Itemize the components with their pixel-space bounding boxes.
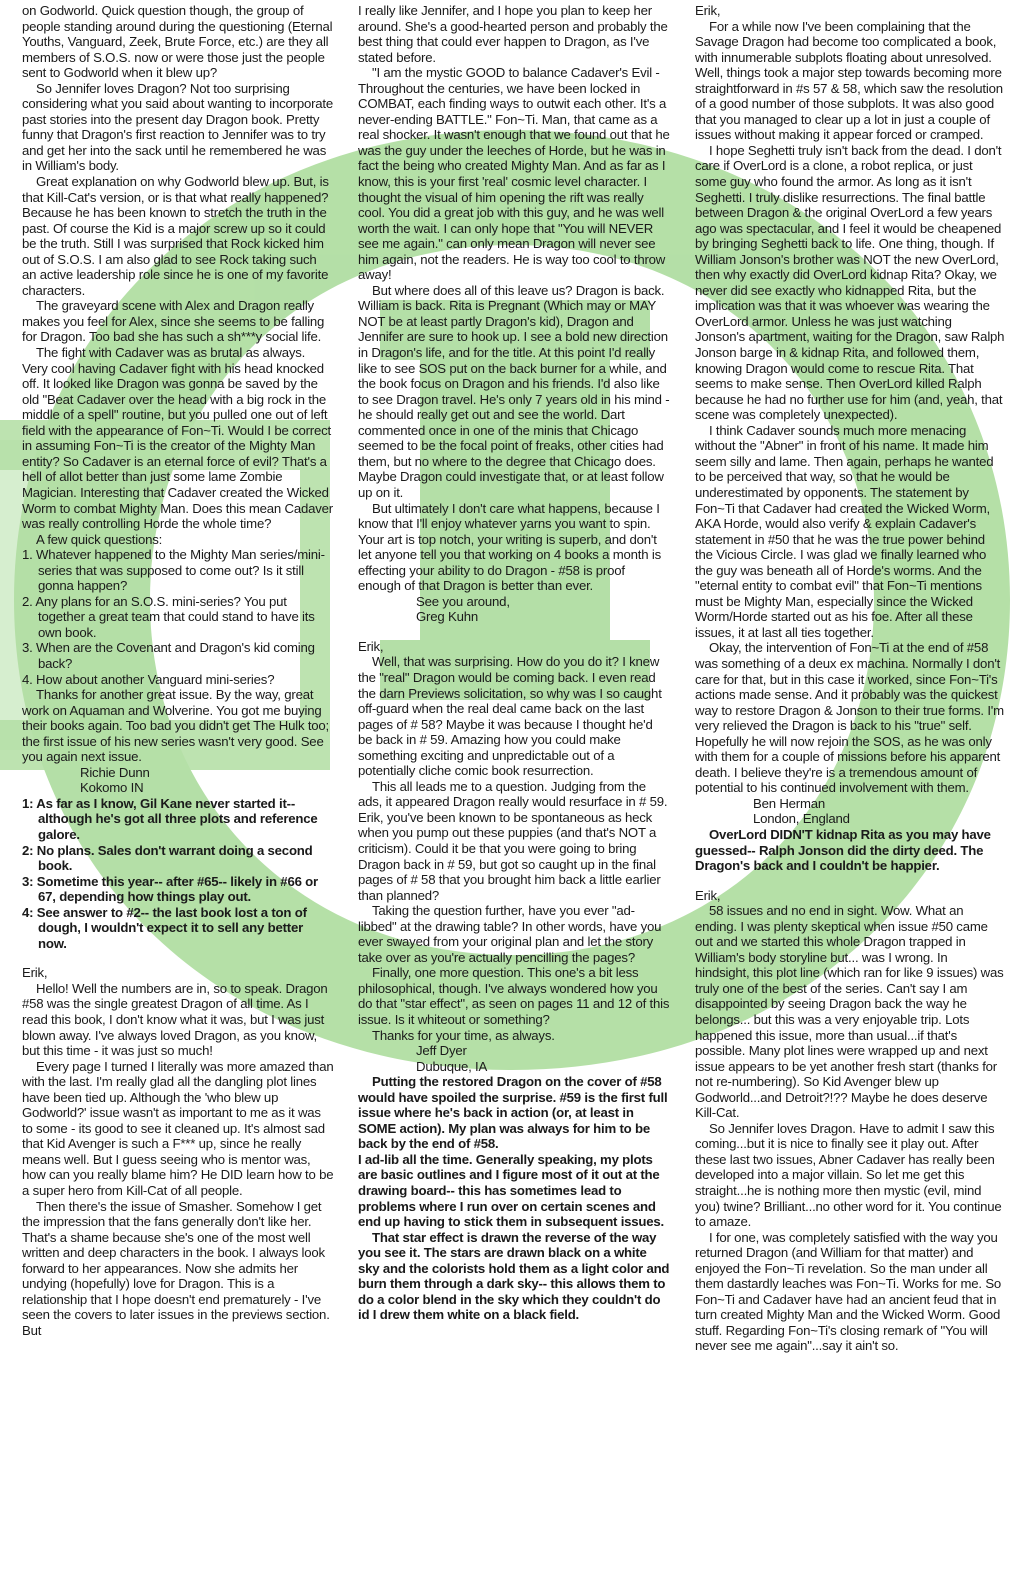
letter-salutation: Erik,	[358, 638, 384, 654]
letter-signature: Dubuque, IA	[416, 1058, 488, 1074]
paragraph: Thanks for another great issue. By the way, great work on Aquaman and Wolverine. You got me buying their books again. Too bad you didn't get The Hulk too; the first issue of his new series wasn't very good. See you again next issue.	[22, 687, 330, 765]
paragraph: on Godworld. Quick question though, the group of people standing around during the questioning (Eternal Youths, Vanguard, Zeek, Brute Force, etc.) are they all members of S.O.S. now or were those just the people sent to Godworld when it blew up?	[22, 3, 333, 81]
letter-signature: London, England	[753, 811, 850, 827]
letter-signature: Kokomo IN	[80, 780, 144, 796]
paragraph: 58 issues and no end in sight. Wow. What an ending. I was plenty skeptical when issue #50 came out and we started this whole Dragon trapped in William's body storyline but... was I wrong. In hindsight, this plot line (which ran for like 9 issues) was truly one of the best of the series. Can't say I am disappointed by seeing Dragon back the way he belongs... but this was a very enjoyable trip. Lots happened this issue, more than usual...if that's possible. Many plot lines were wrapped up and next issue appears to be yet another fresh start (thanks for not re-numbering). So Kid Avenger blew up Godworld...and Detroit?!?? Maybe he does deserve Kill-Cat.	[695, 903, 1004, 1121]
paragraph: A few quick questions:	[36, 531, 163, 547]
letter-signature: See you around,	[416, 593, 510, 609]
paragraph: I for one, was completely satisfied with the way you returned Dragon (and William for that matter) and enjoyed the Fon~Ti revelation. So the man under all them dastardly leaches was Fon~Ti. Works for me. So Fon~Ti and Cadaver have had an ancient feud that in turn created Mighty Man and the Wicked Worm. Good stuff. Regarding Fon~Ti's closing remark of "You will never see me again"...say it ain't so.	[695, 1229, 1002, 1354]
letter-signature: Jeff Dyer	[416, 1043, 467, 1059]
letter-salutation: Erik,	[22, 965, 48, 981]
paragraph: Well, that was surprising. How do you do it? I knew the "real" Dragon would be coming back. I even read the darn Previews solicitation, so why was I so caught off-guard when the real deal came back on the last pages of # 58? Maybe it was because I thought he'd be back in # 59. Amazing how you could make something exciting and unpredictable out of a potentially cliche comic book resurrection.	[358, 654, 662, 779]
letter-salutation: Erik,	[695, 887, 721, 903]
paragraph: "I am the mystic GOOD to balance Cadaver's Evil - Throughout the centuries, we have been locked in COMBAT, each finding ways to outwit each other. It's a never-ending BATTLE." Fon~Ti. Man, that came as a real shocker. It wasn't enough that we found out that he was the guy under the leeches of Horde, but he was in fact the being who created Mighty Man. And as far as I know, this is your first 'real' cosmic level character. I thought the visual of him opening the rift was really cool. You did a great job with this guy, and he was well worth the wait. I can only hope that "You will NEVER see me again." can only mean Dragon will never see him again, not the readers. He is way too cool to throw away!	[358, 65, 670, 283]
paragraph: I think Cadaver sounds much more menacing without the "Abner" in front of his name. It made him seem silly and lame. Then again, perhaps he wanted to be perceived that way, so that he would be underestimated by opponents. The statement by Fon~Ti that Cadaver had created the Wicked Worm, AKA Horde, would also verify & explain Cadaver's statement in #50 that he was the true power behind the Vicious Circle. I was glad we finally learned who the guy was beneath all of Horde's worms. And the "eternal entity to combat evil" that Fon~Ti mentions must be Mighty Man, especially since the Wicked Worm/Horde started out as his foe. After all these issues, it at last all ties together.	[695, 422, 994, 640]
paragraph: Thanks for your time, as always.	[372, 1027, 555, 1043]
editor-reply: That star effect is drawn the reverse of the way you see it. The stars are drawn black on a white sky and the colorists hold them as a light color and burn them through a dark sky-- this allows them to do a color blend in the sky which they couldn't do id I drew them white on a black field.	[358, 1229, 670, 1323]
paragraph: Taking the question further, have you ever "ad-libbed" at the drawing table? In other words, have you ever swayed from your original plan and let the story take over as you're actually pencilling the pages?	[358, 903, 662, 965]
answer-item: 4: See answer to #2-- the last book lost a ton of dough, I wouldn't expect it to sell any better now.	[22, 904, 307, 951]
letter-signature: Richie Dunn	[80, 764, 150, 780]
paragraph: This all leads me to a question. Judging from the ads, it appeared Dragon really would resurface in # 59. Erik, you've been known to be spontaneous as heck when you pump out these puppies (and that's NOT a criticism). Could it be that you were going to bring Dragon back in # 59, but got so caught up in the final pages of # 58 that you brought him back a little earlier than planned?	[358, 778, 668, 903]
paragraph: So Jennifer loves Dragon? Not too surprising considering what you said about wanting to incorporate past stories into the present day Dragon book. Pretty funny that Dragon's first reaction to Jennifer was to try and get her into the sack until he remembered he was in William's body.	[22, 80, 334, 174]
answer-item: 2: No plans. Sales don't warrant doing a second book.	[22, 842, 313, 874]
letter-signature: Ben Herman	[753, 795, 826, 811]
editor-reply: Putting the restored Dragon on the cover of #58 would have spoiled the surprise. #59 is the first full issue where he's back in action (or, at least in SOME action). My plan was always for him to be back by the end of #58.	[358, 1074, 668, 1152]
editor-reply: I ad-lib all the time. Generally speaking, my plots are basic outlines and I figure most of it out at the drawing board-- this has sometimes lead to problems where I run over on certain scenes and end up having to stick them in subsequent issues.	[358, 1151, 665, 1230]
editor-reply: OverLord DIDN'T kidnap Rita as you may have guessed-- Ralph Jonson did the dirty deed. The Dragon's back and I couldn't be happier.	[695, 826, 991, 874]
question-item: 2. Any plans for an S.O.S. mini-series? You put together a great team that could stand to have its own book.	[22, 593, 315, 640]
paragraph: Then there's the issue of Smasher. Somehow I get the impression that the fans generally don't like her. That's a shame because she's one of the most well written and deep characters in the book. I always look forward to her appearances. Now she admits her undying (hopefully) love for Dragon. This is a relationship that I hope doesn't end prematurely - I've seen the covers to later issues in the previews section. But	[22, 1198, 330, 1338]
question-item: 1. Whatever happened to the Mighty Man series/mini-series that was supposed to come out? Is it still gonna happen?	[22, 547, 325, 594]
question-item: 3. When are the Covenant and Dragon's kid coming back?	[22, 640, 315, 671]
paragraph: The graveyard scene with Alex and Dragon really makes you feel for Alex, since she seems to be falling for Dragon. Too bad she has such a sh***y social life.	[22, 298, 325, 345]
paragraph: For a while now I've been complaining that the Savage Dragon had become too complicated a book, with innumerable subplots floating about unresolved. Well, things took a major step towards becoming more straightforward in #s 57 & 58, which saw the resolution of a good number of those subplots. It was also good that you managed to clear up a lot in just a couple of issues without making it appear forced or cramped.	[695, 18, 1003, 143]
paragraph: But where does all of this leave us? Dragon is back. William is back. Rita is Pregnant (Which may or MAY NOT be at least partly Dragon's kid), Dragon and Jennifer are sure to hook up. I see a bold new direction in Dragon's life, and for the title. At this point I'd really like to see SOS put on the back burner for a while, and the book focus on Dragon and his friends. I'd also like to see Dragon travel. He's only 7 years old in his mind - he should really get out and see the world. Dart commented once in one of the minis that Chicago seemed to be the focal point of freaks, other cities had them, but no where to the degree that Chicago does. Maybe Dragon could investigate that, or at least follow up on it.	[358, 282, 670, 500]
column-2	[358, 3, 670, 1323]
answer-item: 3: Sometime this year-- after #65-- likely in #66 or 67, depending how things play out.	[22, 873, 318, 905]
paragraph: Great explanation on why Godworld blew up. But, is that Kill-Cat's version, or is that what really happened? Because he has been known to stretch the truth in the past. Of course the Kid is a major screw up so it could be the truth. Still I was surprised that Rock kicked him out of S.O.S. I am also glad to see Rock taking such an active leadership role since he is one of my favorite characters.	[22, 174, 329, 298]
paragraph: I really like Jennifer, and I hope you plan to keep her around. She's a good-hearted person and probably the best thing that could ever happen to Dragon, as I've stated before.	[358, 3, 668, 65]
paragraph: Finally, one more question. This one's a bit less philosophical, though. I've always wondered how you do that "star effect", as seen on pages 11 and 12 of this issue. Is it whiteout or something?	[358, 965, 670, 1027]
answer-item: 1: As far as I know, Gil Kane never started it-- although he's got all three plots and reference galore.	[22, 795, 318, 842]
column-1	[22, 3, 334, 1338]
letter-signature: Greg Kuhn	[416, 609, 478, 625]
paragraph: Okay, the intervention of Fon~Ti at the end of #58 was something of a deux ex machina. Normally I don't care for that, but in this case it worked, since Fon~Ti's actions made sense. And it probably was the quickest way to restore Dragon & Jonson to their true forms. I'm very relieved the Dragon is back to his "true" self. Hopefully he will now rejoin the SOS, as he was only with them for a couple of missions before his apparent death. I believe they're is a tremendous amount of potential to his continued involvement with them.	[695, 640, 1004, 796]
paragraph: The fight with Cadaver was as brutal as always. Very cool having Cadaver fight with his head knocked off. It looked like Dragon was gonna be saved by the old "Beat Cadaver over the head with a big rock in the middle of a spell" routine, but you pulled one out of left field with the appearance of Fon~Ti. Would I be correct in assuming Fon~Ti is the creator of the Mighty Man entity? So Cadaver is an eternal force of evil? That's a hell of allot better than just some lame Zombie Magician. Interesting that Cadaver created the Wicked Worm to combat Mighty Man. Does this mean Cadaver was really controlling Horde the whole time?	[22, 345, 333, 532]
paragraph: But ultimately I don't care what happens, because I know that I'll enjoy whatever yarns you want to spin. Your art is top notch, your writing is superb, and don't let anyone tell you that working on 4 books a month is effecting your ability to do Dragon - #58 is proof enough of that Dragon is better than ever.	[358, 500, 661, 594]
paragraph: I hope Seghetti truly isn't back from the dead. I don't care if OverLord is a clone, a robot replica, or just some guy who found the armor. As long as it isn't Seghetti. I truly dislike resurrections. The final battle between Dragon & the original OverLord a few years ago was spectacular, and I feel it would be cheapened by bringing Seghetti back to life. One thing, though. If William Jonson's brother was NOT the new OverLord, then why exactly did OverLord kidnap Rita? Okay, we never did see exactly who kidnapped Rita, but the implication was that it was whoever was wearing the OverLord armor. Unless he was just watching Jonson's apartment, waiting for the Dragon, saw Ralph Jonson barge in & kidnap Rita, and followed them, knowing Dragon would come to rescue Rita. That seems to make sense. Then OverLord killed Ralph because he had no further use for him (and, yeah, that scene was completely unexpected).	[695, 142, 1005, 423]
question-item: 4. How about another Vanguard mini-series?	[22, 671, 275, 687]
column-3	[695, 3, 1005, 1354]
paragraph: So Jennifer loves Dragon. Have to admit I saw this coming...but it is nice to finally see it play out. After these last two issues, Abner Cadaver has really been developed into a major villain. So let me get this straight...he is nothing more then mystic (evil, mind you) twine? Brilliant...no other word for it. You continue to amaze.	[695, 1120, 1002, 1230]
paragraph: Every page I turned I literally was more amazed than with the last. I'm really glad all the dangling plot lines have been tied up. Although the 'who blew up Godworld?' issue wasn't as important to me as it was to some - its good to see it cleaned up. It's almost sad that Kid Avenger is such a F*** up, since he really means well. But I guess seeing who is mentor was, how can you really blame him? He DID learn how to be a super hero from Kill-Cat of all people.	[22, 1058, 334, 1199]
letter-salutation: Erik,	[695, 3, 721, 18]
paragraph: Hello! Well the numbers are in, so to speak. Dragon #58 was the single greatest Dragon of all time. As I read this book, I don't know what it was, but I was just blown away. I've always loved Dragon, as you know, but this time - it was just so much!	[22, 980, 328, 1059]
